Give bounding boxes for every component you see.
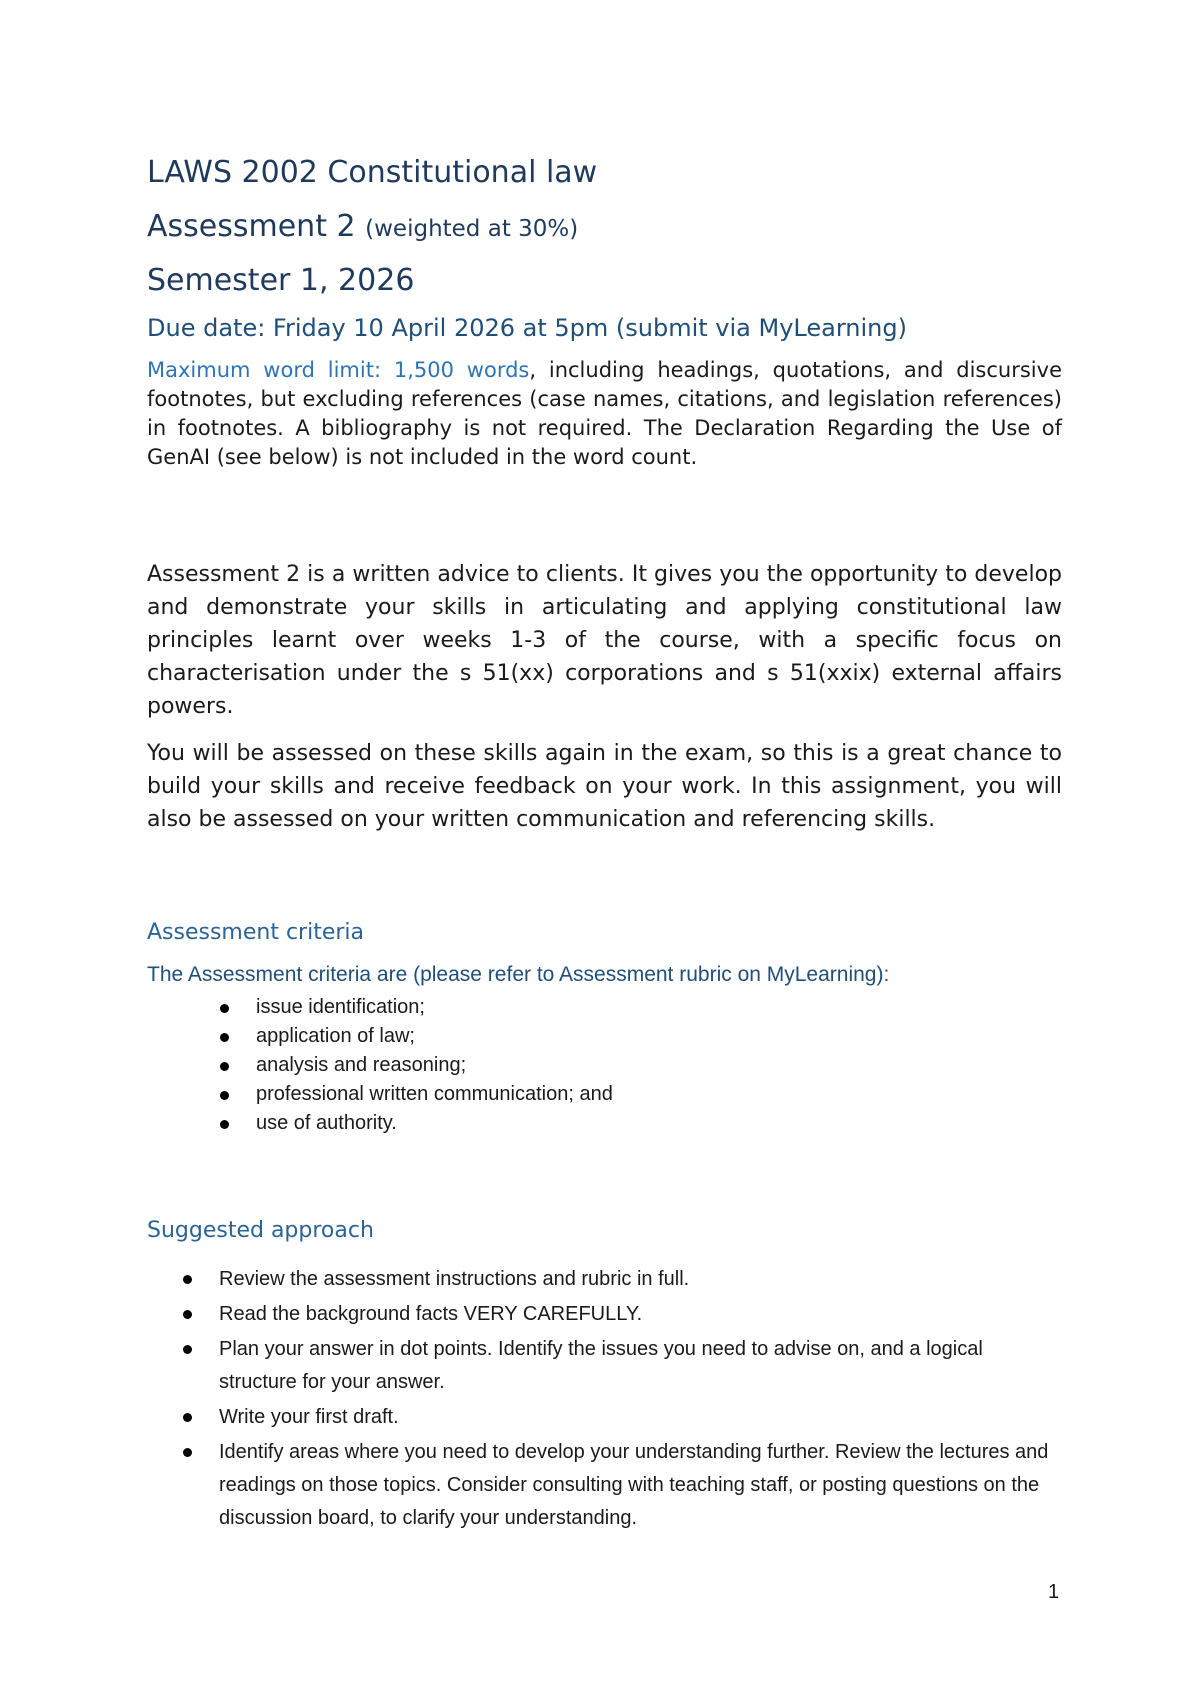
criteria-intro: The Assessment criteria are (please refer to Assessment rubric on MyLearning): (147, 963, 890, 987)
assessment-title-line (147, 209, 1062, 245)
approach-item: Identify areas where you need to develop your understanding further. Review the lectures and readings on those topics. Consider consulting with teaching staff, or posting questions on the discussion board, to clarify your understanding. (183, 1436, 1062, 1535)
criteria-list (147, 993, 1062, 1138)
word-limit-label: Maximum word limit: 1,500 words (147, 358, 530, 383)
page-number: 1 (1048, 1581, 1060, 1603)
approach-item: Write your first draft. (183, 1401, 1062, 1434)
criteria-item: use of authority. (220, 1109, 1062, 1138)
approach-item: Plan your answer in dot points. Identify the issues you need to advise on, and a logical structure for your answer. (183, 1333, 1062, 1399)
criteria-item: analysis and reasoning; (220, 1051, 1062, 1080)
criteria-item: professional written communication; and (220, 1080, 1062, 1109)
approach-list (147, 1263, 1062, 1535)
intro-paragraph-2: You will be assessed on these skills again in the exam, so this is a great chance to build your skills and receive feedback on your work. In this assignment, you will also be assessed on your written communication and referencing skills. (147, 741, 1062, 833)
criteria-item: application of law; (220, 1022, 1062, 1051)
word-limit-text: , including headings, quotations, and discursive footnotes, but excluding references (case names, citations, and legislation references) in footnotes. A bibliography is not required. The Declaration Regarding the Use of GenAI (see below) is not included in the word count. (147, 358, 1062, 470)
approach-item: Read the background facts VERY CAREFULLY. (183, 1298, 1062, 1331)
due-date: Due date: Friday 10 April 2026 at 5pm (submit via MyLearning) (147, 314, 907, 342)
course-title: LAWS 2002 Constitutional law (147, 155, 598, 190)
page-content (147, 155, 1062, 1537)
intro-paragraph-1: Assessment 2 is a written advice to clients. It gives you the opportunity to develop and demonstrate your skills in articulating and applying constitutional law principles learnt over weeks 1-3 of the course, with a specific focus on characterisation under the s 51(xx) corporations and s 51(xxix) external affairs powers. (147, 562, 1062, 720)
assessment-title: Assessment 2 (147, 209, 356, 244)
semester-title: Semester 1, 2026 (147, 263, 415, 298)
approach-item: Review the assessment instructions and rubric in full. (183, 1263, 1062, 1296)
word-limit-paragraph (147, 356, 1062, 472)
criteria-heading: Assessment criteria (147, 920, 365, 946)
approach-heading: Suggested approach (147, 1218, 374, 1244)
assessment-weight: (weighted at 30%) (365, 216, 579, 242)
criteria-item: issue identification; (220, 993, 1062, 1022)
